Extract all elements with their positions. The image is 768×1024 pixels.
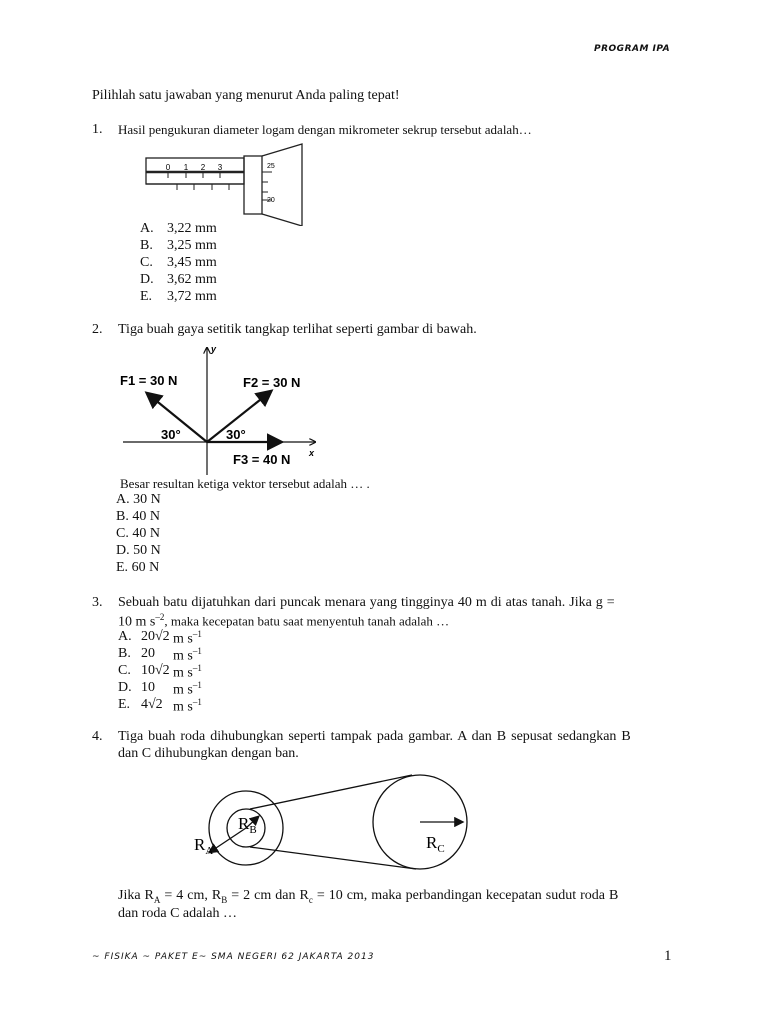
option-text: 3,22 mm	[167, 221, 217, 236]
option-letter: A.	[140, 221, 154, 236]
option-letter: C.	[116, 526, 129, 541]
option-text: 3,72 mm	[167, 289, 217, 304]
option-value: 20√2	[141, 629, 170, 644]
scale-label-2: 2	[200, 163, 206, 172]
option-letter: E.	[116, 560, 129, 575]
q2-option-b[interactable]	[116, 509, 160, 525]
exponent: –1	[192, 663, 202, 673]
option-letter: B.	[118, 646, 131, 661]
q2-option-d[interactable]	[116, 543, 161, 559]
option-text: 3,25 mm	[167, 238, 217, 253]
q2-option-a[interactable]	[116, 492, 161, 508]
q3-number: 3.	[92, 595, 103, 610]
q1-option-d[interactable]	[140, 272, 217, 288]
footer-text: ~ FISIKA ~ PAKET E~ SMA NEGERI 62 JAKARTA 2013	[92, 952, 375, 962]
option-letter: B.	[116, 509, 129, 524]
q4-text-line2: dan C dihubungkan dengan ban.	[118, 746, 299, 761]
thimble-label-25: 25	[267, 163, 275, 170]
axis-y-label: y	[211, 344, 217, 354]
option-text: 60 N	[131, 560, 160, 575]
q1-option-b[interactable]	[140, 238, 217, 254]
option-text: 40 N	[132, 526, 160, 541]
q2-option-e[interactable]	[116, 560, 159, 576]
option-text: 50 N	[133, 543, 161, 558]
text-part: , maka kecepatan batu saat menyentuh tanah adalah …	[164, 613, 450, 629]
q3-text-line1: Sebuah batu dijatuhkan dari puncak menara yang tingginya 40 m di atas tanah. Jika g =	[118, 595, 615, 610]
page-number: 1	[664, 948, 672, 964]
option-value: 10	[141, 680, 155, 695]
q2-option-c[interactable]	[116, 526, 160, 542]
subscript: c	[308, 894, 313, 905]
text-part: = 4 cm, R	[160, 888, 222, 903]
option-value: 4√2	[141, 697, 163, 712]
q2-prompt: Besar resultan ketiga vektor tersebut adalah … .	[120, 476, 370, 491]
q1-option-a[interactable]	[140, 221, 217, 237]
subscript: A	[153, 894, 161, 905]
f2-label: F2 = 30 N	[243, 375, 301, 390]
option-value: 20	[141, 646, 155, 661]
thimble-label-20: 20	[267, 197, 275, 204]
q1-option-e[interactable]	[140, 289, 217, 305]
text-part: 10 m s	[118, 614, 156, 630]
q3-option-e[interactable]	[118, 697, 202, 715]
option-text: 3,45 mm	[167, 255, 217, 270]
f1-label: F1 = 30 N	[120, 373, 178, 388]
q3-option-d[interactable]	[118, 680, 202, 698]
exponent: –1	[192, 697, 202, 707]
rb-label: $R_B$	[238, 814, 257, 836]
text-part: Jika R	[118, 888, 154, 903]
option-unit: m s	[173, 699, 193, 715]
option-unit: m s	[173, 682, 193, 698]
option-letter: C.	[118, 663, 131, 678]
option-letter: B.	[140, 238, 153, 253]
exponent: –1	[192, 680, 202, 690]
option-letter: D.	[116, 543, 130, 558]
option-text: 3,62 mm	[167, 272, 217, 287]
option-value: 10√2	[141, 663, 170, 678]
q3-option-b[interactable]	[118, 646, 202, 664]
option-letter: A.	[118, 629, 132, 644]
exponent: –2	[155, 612, 165, 622]
rc-label: $R_C$	[426, 833, 445, 855]
angle-left-label: 30°	[161, 427, 181, 442]
scale-label-1: 1	[183, 163, 189, 172]
q4-question-line1	[118, 888, 618, 905]
force-vector-figure	[115, 340, 335, 475]
q2-number: 2.	[92, 322, 103, 337]
text-part: = 10 cm, maka perbandingan kecepatan sudut roda B	[312, 888, 619, 903]
q3-option-a[interactable]	[118, 629, 202, 647]
q4-number: 4.	[92, 729, 103, 744]
q4-text-line1: Tiga buah roda dihubungkan seperti tampak pada gambar. A dan B sepusat sedangkan B	[118, 729, 631, 744]
subscript: B	[221, 894, 228, 905]
option-unit: m s	[173, 631, 193, 647]
wheels-figure	[190, 772, 480, 872]
q4-question-line2: dan roda C adalah …	[118, 906, 237, 921]
scale-label-0: 0	[165, 163, 171, 172]
angle-right-label: 30°	[226, 427, 246, 442]
option-letter: A.	[116, 492, 130, 507]
option-letter: C.	[140, 255, 153, 270]
ra-label: $R_A$	[194, 835, 214, 857]
option-text: 40 N	[132, 509, 160, 524]
micrometer-figure	[140, 142, 310, 226]
option-unit: m s	[173, 648, 193, 664]
option-letter: D.	[118, 680, 132, 695]
q2-text: Tiga buah gaya setitik tangkap terlihat seperti gambar di bawah.	[118, 322, 477, 337]
q1-text: Hasil pengukuran diameter logam dengan mikrometer sekrup tersebut adalah…	[118, 122, 532, 137]
option-unit: m s	[173, 665, 193, 681]
q3-text-line2	[118, 612, 449, 631]
exponent: –1	[192, 629, 202, 639]
instruction: Pilihlah satu jawaban yang menurut Anda paling tepat!	[92, 88, 400, 103]
q3-option-c[interactable]	[118, 663, 202, 681]
q1-number: 1.	[92, 122, 103, 137]
scale-label-3: 3	[217, 163, 223, 172]
axis-x-label: x	[309, 448, 315, 458]
option-letter: D.	[140, 272, 154, 287]
program-header: PROGRAM IPA	[594, 44, 671, 54]
f3-label: F3 = 40 N	[233, 452, 291, 467]
q1-option-c[interactable]	[140, 255, 217, 271]
option-letter: E.	[118, 697, 131, 712]
exponent: –1	[192, 646, 202, 656]
option-text: 30 N	[133, 492, 161, 507]
text-part: = 2 cm dan R	[227, 888, 309, 903]
option-letter: E.	[140, 289, 153, 304]
